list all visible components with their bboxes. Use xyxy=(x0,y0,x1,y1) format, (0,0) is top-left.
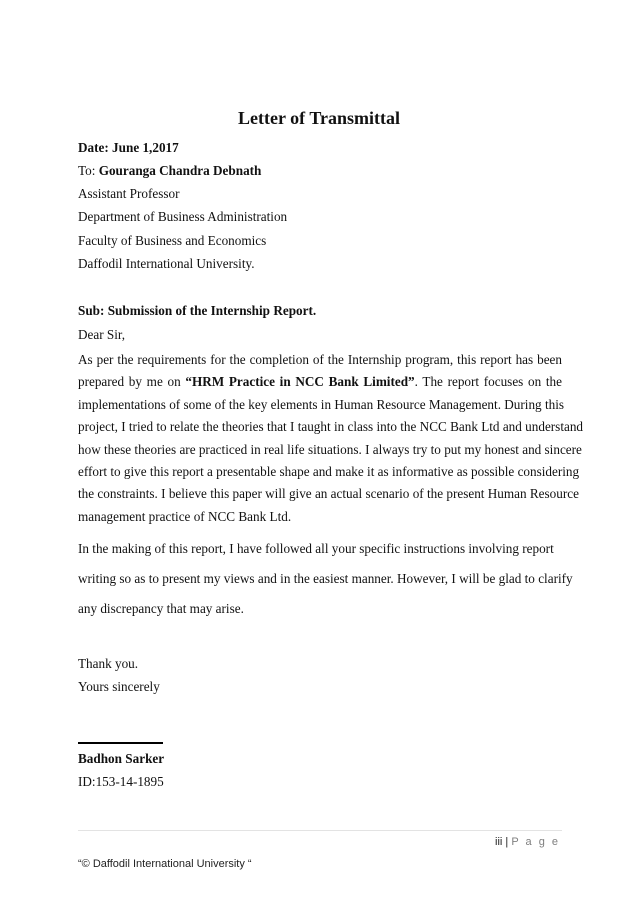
paragraph-line: As per the requirements for the completion of the Internship program, this report has been xyxy=(78,352,562,367)
paragraph-line: effort to give this report a presentable shape and make it as informative as possible considering xyxy=(78,464,580,480)
footer-copyright: “© Daffodil International University “ xyxy=(78,858,252,870)
address-line: Assistant Professor xyxy=(78,186,180,201)
signer-name: Badhon Sarker xyxy=(78,751,165,766)
page-separator: | xyxy=(505,836,509,848)
text-span: . The report focuses on the xyxy=(414,374,562,390)
letter-title: Letter of Transmittal xyxy=(238,108,400,128)
address-line: Faculty of Business and Economics xyxy=(78,233,267,248)
to-prefix: To: xyxy=(78,163,99,178)
page-number-value: iii xyxy=(495,836,503,848)
paragraph-line: management practice of NCC Bank Ltd. xyxy=(78,508,292,524)
recipient-name: Gouranga Chandra Debnath xyxy=(98,163,262,178)
page-number xyxy=(495,836,560,848)
body-paragraph-2-line: In the making of this report, I have followed all your specific instructions involving report xyxy=(78,541,554,556)
body-paragraph-1 xyxy=(78,349,584,528)
paragraph-line: implementations of some of the key elements in Human Resource Management. During this xyxy=(78,396,564,412)
thanks-line: Thank you. xyxy=(78,656,139,671)
date-line: Date: June 1,2017 xyxy=(78,140,179,155)
signer-id: ID:153-14-1895 xyxy=(78,774,164,789)
salutation: Dear Sir, xyxy=(78,327,126,342)
signature-line xyxy=(78,742,163,744)
page-label: P a g e xyxy=(511,836,560,848)
text-span: prepared by me on xyxy=(78,374,186,390)
report-title: “HRM Practice in NCC Bank Limited” xyxy=(185,374,415,390)
footer-divider xyxy=(78,830,562,831)
address-line: Department of Business Administration xyxy=(78,209,288,224)
subject-line: Sub: Submission of the Internship Report. xyxy=(78,303,317,318)
paragraph-line: the constraints. I believe this paper will give an actual scenario of the present Human Resource xyxy=(78,486,579,502)
paragraph-line: how these theories are practiced in real life situations. I always try to put my honest and sincere xyxy=(78,441,582,457)
paragraph-line: project, I tried to relate the theories that I taught in class into the NCC Bank Ltd and understand xyxy=(78,419,584,435)
paragraph-line xyxy=(78,371,562,393)
body-paragraph-2-line: any discrepancy that may arise. xyxy=(78,601,244,616)
address-line: Daffodil International University. xyxy=(78,256,255,271)
recipient-line xyxy=(78,163,261,179)
body-paragraph-2-line: writing so as to present my views and in the easiest manner. However, I will be glad to clarify xyxy=(78,571,573,586)
closing-line: Yours sincerely xyxy=(78,679,160,694)
